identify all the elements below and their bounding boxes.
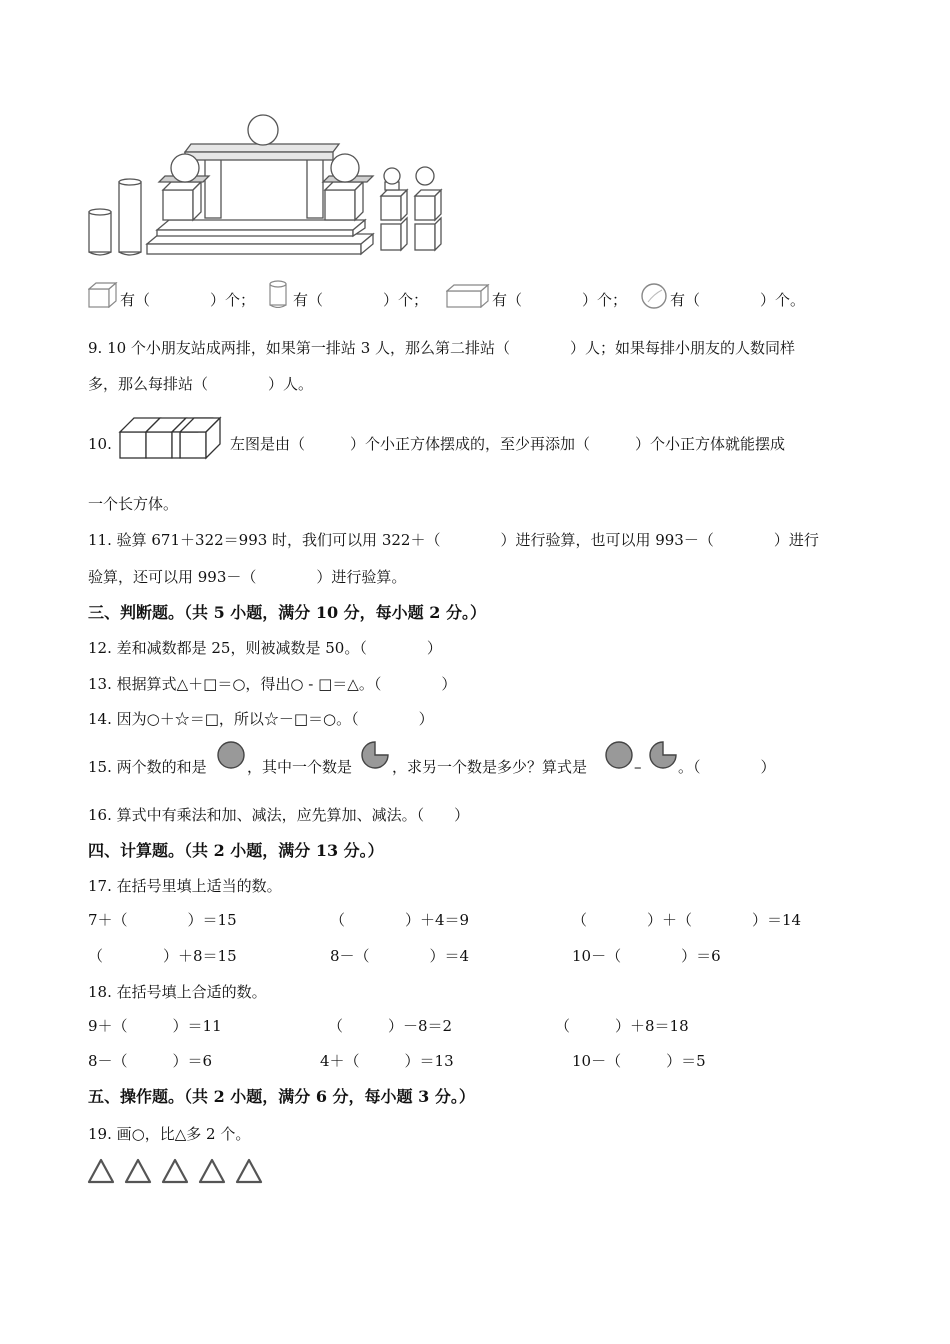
q17-r2c3: 10－（ ）＝6 bbox=[572, 947, 721, 965]
q12: 12. 差和减数都是 25，则被减数是 50。（ ） bbox=[88, 639, 442, 657]
cuboid-icon bbox=[446, 284, 490, 308]
q14: 14. 因为○＋☆＝□，所以☆－□＝○。（ ） bbox=[88, 710, 434, 728]
section4-title: 四、计算题。（共 2 小题，满分 13 分。） bbox=[88, 841, 384, 860]
q11-line2: 验算，还可以用 993－（ ）进行验算。 bbox=[88, 568, 407, 586]
formula-full-circle-icon bbox=[604, 740, 634, 770]
partial-circle-icon bbox=[360, 740, 390, 770]
cube-icon bbox=[88, 282, 118, 308]
q18-r2c2: 4＋（ ）＝13 bbox=[320, 1052, 454, 1070]
cylinder-icon bbox=[268, 280, 290, 308]
full-circle-icon bbox=[216, 740, 246, 770]
triangle-icon bbox=[200, 1160, 224, 1182]
q18-r2c1: 8－（ ）＝6 bbox=[88, 1052, 213, 1070]
q9-line1: 9. 10 个小朋友站成两排，如果第一排站 3 人，那么第二排站（ ）人；如果每排小朋友的人数同样 bbox=[88, 339, 796, 357]
q15-part2: ，其中一个数是 bbox=[247, 758, 353, 776]
q18-r1c2: （ ）－8＝2 bbox=[328, 1017, 453, 1035]
q18-title: 18. 在括号填上合适的数。 bbox=[88, 983, 267, 1001]
q18-r2c3: 10－（ ）＝5 bbox=[572, 1052, 706, 1070]
q8-cuboid-text: 有（ ）个； bbox=[492, 291, 628, 309]
sphere-icon bbox=[640, 282, 668, 310]
q15-minus: – bbox=[634, 758, 642, 776]
cube-arrangement-figure bbox=[118, 414, 226, 460]
q18-r1c3: （ ）＋8＝18 bbox=[555, 1017, 689, 1035]
q13: 13. 根据算式△＋□＝○，得出○ - □＝△。（ ） bbox=[88, 675, 457, 693]
q8-cylinder-text: 有（ ）个； bbox=[293, 291, 429, 309]
q8-sphere-text: 有（ ）个。 bbox=[670, 291, 806, 309]
section5-title: 五、操作题。（共 2 小题，满分 6 分，每小题 3 分。） bbox=[88, 1087, 475, 1106]
formula-partial-circle-icon bbox=[648, 740, 678, 770]
q17-r2c1: （ ）＋8＝15 bbox=[88, 947, 237, 965]
q17-r1c2: （ ）＋4＝9 bbox=[330, 911, 470, 929]
triangle-icon bbox=[89, 1160, 113, 1182]
q9-line2: 多，那么每排站（ ）人。 bbox=[88, 375, 314, 393]
q17-r1c3: （ ）＋（ ）＝14 bbox=[572, 911, 802, 929]
q16: 16. 算式中有乘法和加、减法，应先算加、减法。（ ） bbox=[88, 806, 470, 824]
q10-number: 10. bbox=[88, 435, 112, 453]
q11-line1: 11. 验算 671＋322＝993 时，我们可以用 322＋（ ）进行验算，也可以用 993－（ ）进行 bbox=[88, 531, 819, 549]
q15-part3: ，求另一个数是多少？算式是 bbox=[392, 758, 588, 776]
blocks-illustration bbox=[85, 112, 445, 260]
q15-part1: 15. 两个数的和是 bbox=[88, 758, 207, 776]
triangle-icon bbox=[237, 1160, 261, 1182]
section3-title: 三、判断题。（共 5 小题，满分 10 分，每小题 2 分。） bbox=[88, 603, 486, 622]
q17-r1c1: 7＋（ ）＝15 bbox=[88, 911, 237, 929]
q17-title: 17. 在括号里填上适当的数。 bbox=[88, 877, 282, 895]
q8-cube-text: 有（ ）个； bbox=[120, 291, 256, 309]
triangles-row bbox=[86, 1156, 270, 1186]
triangle-icon bbox=[126, 1160, 150, 1182]
triangle-icon bbox=[163, 1160, 187, 1182]
q15-part4: 。（ ） bbox=[678, 758, 776, 776]
q18-r1c1: 9＋（ ）＝11 bbox=[88, 1017, 222, 1035]
q17-r2c2: 8－（ ）＝4 bbox=[330, 947, 470, 965]
q10-line2: 一个长方体。 bbox=[88, 495, 179, 513]
q19-title: 19. 画○，比△多 2 个。 bbox=[88, 1125, 251, 1143]
q10-line1: 左图是由（ ）个小正方体摆成的，至少再添加（ ）个小正方体就能摆成 bbox=[230, 435, 786, 453]
